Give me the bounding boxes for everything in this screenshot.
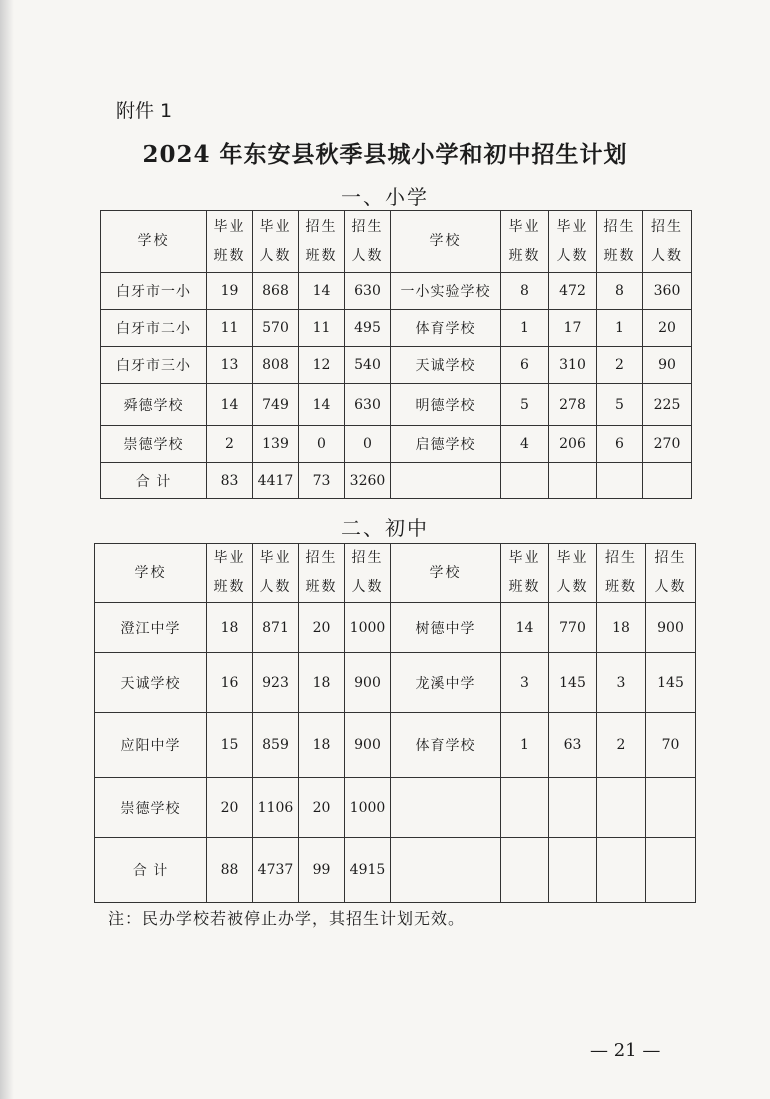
table-cell bbox=[391, 463, 501, 499]
header-line: 人数 bbox=[651, 247, 683, 264]
table-cell bbox=[597, 838, 646, 903]
table-row bbox=[95, 603, 696, 653]
table-cell: 澄江中学 bbox=[95, 603, 207, 653]
table-cell bbox=[501, 778, 549, 838]
table-cell: 20 bbox=[207, 778, 253, 838]
table-cell: 11 bbox=[207, 310, 253, 347]
table-cell bbox=[549, 778, 597, 838]
table-cell bbox=[646, 838, 696, 903]
table-cell: 17 bbox=[549, 310, 597, 347]
table-cell: 1 bbox=[501, 713, 549, 778]
table-cell: 1000 bbox=[345, 778, 391, 838]
header-line: 招生 bbox=[605, 550, 637, 566]
column-header-school: 学校 bbox=[391, 211, 501, 273]
table-cell: 63 bbox=[549, 713, 597, 778]
table-cell: 900 bbox=[646, 603, 696, 653]
table-cell: 18 bbox=[207, 603, 253, 653]
table-row bbox=[95, 838, 696, 903]
column-header-grad-classes bbox=[501, 211, 549, 273]
table-cell: 99 bbox=[299, 838, 345, 903]
table-cell: 310 bbox=[549, 347, 597, 384]
header-row bbox=[101, 211, 692, 273]
table-cell: 495 bbox=[345, 310, 391, 347]
table-row bbox=[101, 310, 692, 347]
table-cell: 139 bbox=[253, 426, 299, 463]
table-cell bbox=[501, 838, 549, 903]
header-line: 人数 bbox=[351, 247, 384, 264]
table-cell bbox=[391, 778, 501, 838]
header-line: 招生 bbox=[651, 218, 683, 235]
column-header-school: 学校 bbox=[95, 544, 207, 603]
column-header-enroll-students bbox=[643, 211, 692, 273]
table-cell: 体育学校 bbox=[391, 713, 501, 778]
header-line: 人数 bbox=[259, 247, 292, 264]
header-line: 班数 bbox=[305, 247, 338, 264]
table-cell bbox=[643, 463, 692, 499]
table-cell: 145 bbox=[646, 653, 696, 713]
table-cell: 14 bbox=[299, 384, 345, 426]
table-cell: 3 bbox=[597, 653, 646, 713]
table-cell: 15 bbox=[207, 713, 253, 778]
header-line: 人数 bbox=[259, 579, 292, 595]
table-cell: 13 bbox=[207, 347, 253, 384]
column-header-school: 学校 bbox=[101, 211, 207, 273]
header-line: 班数 bbox=[603, 247, 636, 264]
table-cell: 龙溪中学 bbox=[391, 653, 501, 713]
table-cell: 4 bbox=[501, 426, 549, 463]
header-line: 毕业 bbox=[213, 550, 246, 566]
header-line: 人数 bbox=[654, 579, 687, 595]
primary-school-table bbox=[100, 210, 692, 499]
table-cell: 73 bbox=[299, 463, 345, 499]
table-row bbox=[95, 778, 696, 838]
page-title: 2024 年东安县秋季县城小学和初中招生计划 bbox=[142, 141, 628, 168]
column-header-grad-students bbox=[549, 544, 597, 603]
table-cell: 12 bbox=[299, 347, 345, 384]
column-header-school: 学校 bbox=[391, 544, 501, 603]
table-cell: 225 bbox=[643, 384, 692, 426]
table-cell: 540 bbox=[345, 347, 391, 384]
column-header-grad-students bbox=[253, 211, 299, 273]
table-cell: 2 bbox=[597, 713, 646, 778]
table-cell: 体育学校 bbox=[391, 310, 501, 347]
middle-school-table bbox=[94, 543, 696, 903]
table-cell: 472 bbox=[549, 273, 597, 310]
table-cell: 278 bbox=[549, 384, 597, 426]
table-cell: 一小实验学校 bbox=[391, 273, 501, 310]
table-cell: 天诚学校 bbox=[95, 653, 207, 713]
header-line: 招生 bbox=[351, 550, 384, 566]
header-line: 毕业 bbox=[556, 550, 589, 566]
table-cell: 570 bbox=[253, 310, 299, 347]
table-cell: 1 bbox=[597, 310, 643, 347]
column-header-enroll-students bbox=[345, 211, 391, 273]
table-cell: 白牙市一小 bbox=[101, 273, 207, 310]
header-line: 毕业 bbox=[508, 550, 541, 566]
table-cell: 白牙市二小 bbox=[101, 310, 207, 347]
table-cell: 20 bbox=[643, 310, 692, 347]
header-line: 招生 bbox=[603, 218, 636, 235]
table-row bbox=[101, 426, 692, 463]
table-cell: 90 bbox=[643, 347, 692, 384]
header-line: 招生 bbox=[351, 218, 384, 235]
table-cell bbox=[501, 463, 549, 499]
header-line: 毕业 bbox=[556, 218, 589, 235]
header-line: 毕业 bbox=[259, 218, 292, 235]
header-line: 人数 bbox=[556, 579, 589, 595]
header-line: 班数 bbox=[213, 579, 246, 595]
table-cell: 1000 bbox=[345, 603, 391, 653]
table-cell: 崇德学校 bbox=[95, 778, 207, 838]
table-cell: 770 bbox=[549, 603, 597, 653]
table-cell: 20 bbox=[299, 603, 345, 653]
table-cell: 11 bbox=[299, 310, 345, 347]
table-cell: 2 bbox=[207, 426, 253, 463]
table-row bbox=[95, 653, 696, 713]
table-cell: 16 bbox=[207, 653, 253, 713]
table-cell: 14 bbox=[299, 273, 345, 310]
table-cell bbox=[597, 778, 646, 838]
column-header-grad-classes bbox=[501, 544, 549, 603]
header-line: 班数 bbox=[605, 579, 637, 595]
table-cell: 5 bbox=[597, 384, 643, 426]
table-cell: 145 bbox=[549, 653, 597, 713]
header-line: 毕业 bbox=[508, 218, 541, 235]
column-header-enroll-classes bbox=[299, 211, 345, 273]
table-cell: 88 bbox=[207, 838, 253, 903]
table-cell: 合 计 bbox=[95, 838, 207, 903]
header-line: 毕业 bbox=[213, 218, 246, 235]
table-cell: 白牙市三小 bbox=[101, 347, 207, 384]
header-line: 招生 bbox=[305, 550, 338, 566]
column-header-grad-classes bbox=[207, 211, 253, 273]
table-cell: 868 bbox=[253, 273, 299, 310]
table-cell bbox=[646, 778, 696, 838]
table-cell: 18 bbox=[299, 713, 345, 778]
header-line: 班数 bbox=[508, 247, 541, 264]
table-cell: 6 bbox=[501, 347, 549, 384]
table-cell bbox=[549, 463, 597, 499]
table-cell: 808 bbox=[253, 347, 299, 384]
table-cell: 630 bbox=[345, 273, 391, 310]
table-cell bbox=[391, 838, 501, 903]
table-cell: 4417 bbox=[253, 463, 299, 499]
section-heading-middle: 二、初中 bbox=[341, 516, 429, 540]
table-cell: 树德中学 bbox=[391, 603, 501, 653]
table-cell: 749 bbox=[253, 384, 299, 426]
header-line: 毕业 bbox=[259, 550, 292, 566]
table-row bbox=[95, 713, 696, 778]
header-line: 招生 bbox=[305, 218, 338, 235]
table-cell: 4915 bbox=[345, 838, 391, 903]
table-cell: 合 计 bbox=[101, 463, 207, 499]
header-row bbox=[95, 544, 696, 603]
header-line: 班数 bbox=[508, 579, 541, 595]
table-cell: 启德学校 bbox=[391, 426, 501, 463]
table-cell: 6 bbox=[597, 426, 643, 463]
header-line: 人数 bbox=[351, 579, 384, 595]
header-line: 班数 bbox=[305, 579, 338, 595]
column-header-enroll-students bbox=[345, 544, 391, 603]
table-cell: 18 bbox=[299, 653, 345, 713]
table-cell: 923 bbox=[253, 653, 299, 713]
table-cell: 900 bbox=[345, 653, 391, 713]
column-header-enroll-students bbox=[646, 544, 696, 603]
table-cell: 630 bbox=[345, 384, 391, 426]
column-header-grad-students bbox=[549, 211, 597, 273]
table-cell: 360 bbox=[643, 273, 692, 310]
table-cell bbox=[597, 463, 643, 499]
table-cell: 1106 bbox=[253, 778, 299, 838]
table-cell: 应阳中学 bbox=[95, 713, 207, 778]
table-cell: 871 bbox=[253, 603, 299, 653]
table-cell: 5 bbox=[501, 384, 549, 426]
header-line: 招生 bbox=[654, 550, 687, 566]
table-cell: 0 bbox=[345, 426, 391, 463]
table-cell: 舜德学校 bbox=[101, 384, 207, 426]
table-cell: 1 bbox=[501, 310, 549, 347]
table-cell: 3260 bbox=[345, 463, 391, 499]
table-cell: 崇德学校 bbox=[101, 426, 207, 463]
header-line: 班数 bbox=[213, 247, 246, 264]
table-cell: 明德学校 bbox=[391, 384, 501, 426]
table-cell: 14 bbox=[207, 384, 253, 426]
table-cell: 859 bbox=[253, 713, 299, 778]
section-heading-primary: 一、小学 bbox=[341, 185, 429, 209]
table-cell: 天诚学校 bbox=[391, 347, 501, 384]
table-cell: 3 bbox=[501, 653, 549, 713]
header-line: 人数 bbox=[556, 247, 589, 264]
footnote: 注：民办学校若被停止办学，其招生计划无效。 bbox=[108, 909, 466, 928]
table-row bbox=[101, 384, 692, 426]
table-cell: 14 bbox=[501, 603, 549, 653]
table-cell: 0 bbox=[299, 426, 345, 463]
table-cell: 206 bbox=[549, 426, 597, 463]
table-cell: 70 bbox=[646, 713, 696, 778]
table-cell: 20 bbox=[299, 778, 345, 838]
table-row bbox=[101, 273, 692, 310]
table-cell: 4737 bbox=[253, 838, 299, 903]
table-cell: 18 bbox=[597, 603, 646, 653]
table-cell: 270 bbox=[643, 426, 692, 463]
table-cell: 8 bbox=[501, 273, 549, 310]
column-header-enroll-classes bbox=[299, 544, 345, 603]
column-header-enroll-classes bbox=[597, 211, 643, 273]
table-cell: 2 bbox=[597, 347, 643, 384]
page-number: — 21 — bbox=[590, 1040, 661, 1061]
column-header-grad-classes bbox=[207, 544, 253, 603]
column-header-grad-students bbox=[253, 544, 299, 603]
table-cell: 83 bbox=[207, 463, 253, 499]
table-cell: 19 bbox=[207, 273, 253, 310]
table-row bbox=[101, 463, 692, 499]
table-row bbox=[101, 347, 692, 384]
table-cell: 900 bbox=[345, 713, 391, 778]
table-cell: 8 bbox=[597, 273, 643, 310]
attachment-label: 附件 1 bbox=[116, 100, 173, 122]
table-cell bbox=[549, 838, 597, 903]
column-header-enroll-classes bbox=[597, 544, 646, 603]
